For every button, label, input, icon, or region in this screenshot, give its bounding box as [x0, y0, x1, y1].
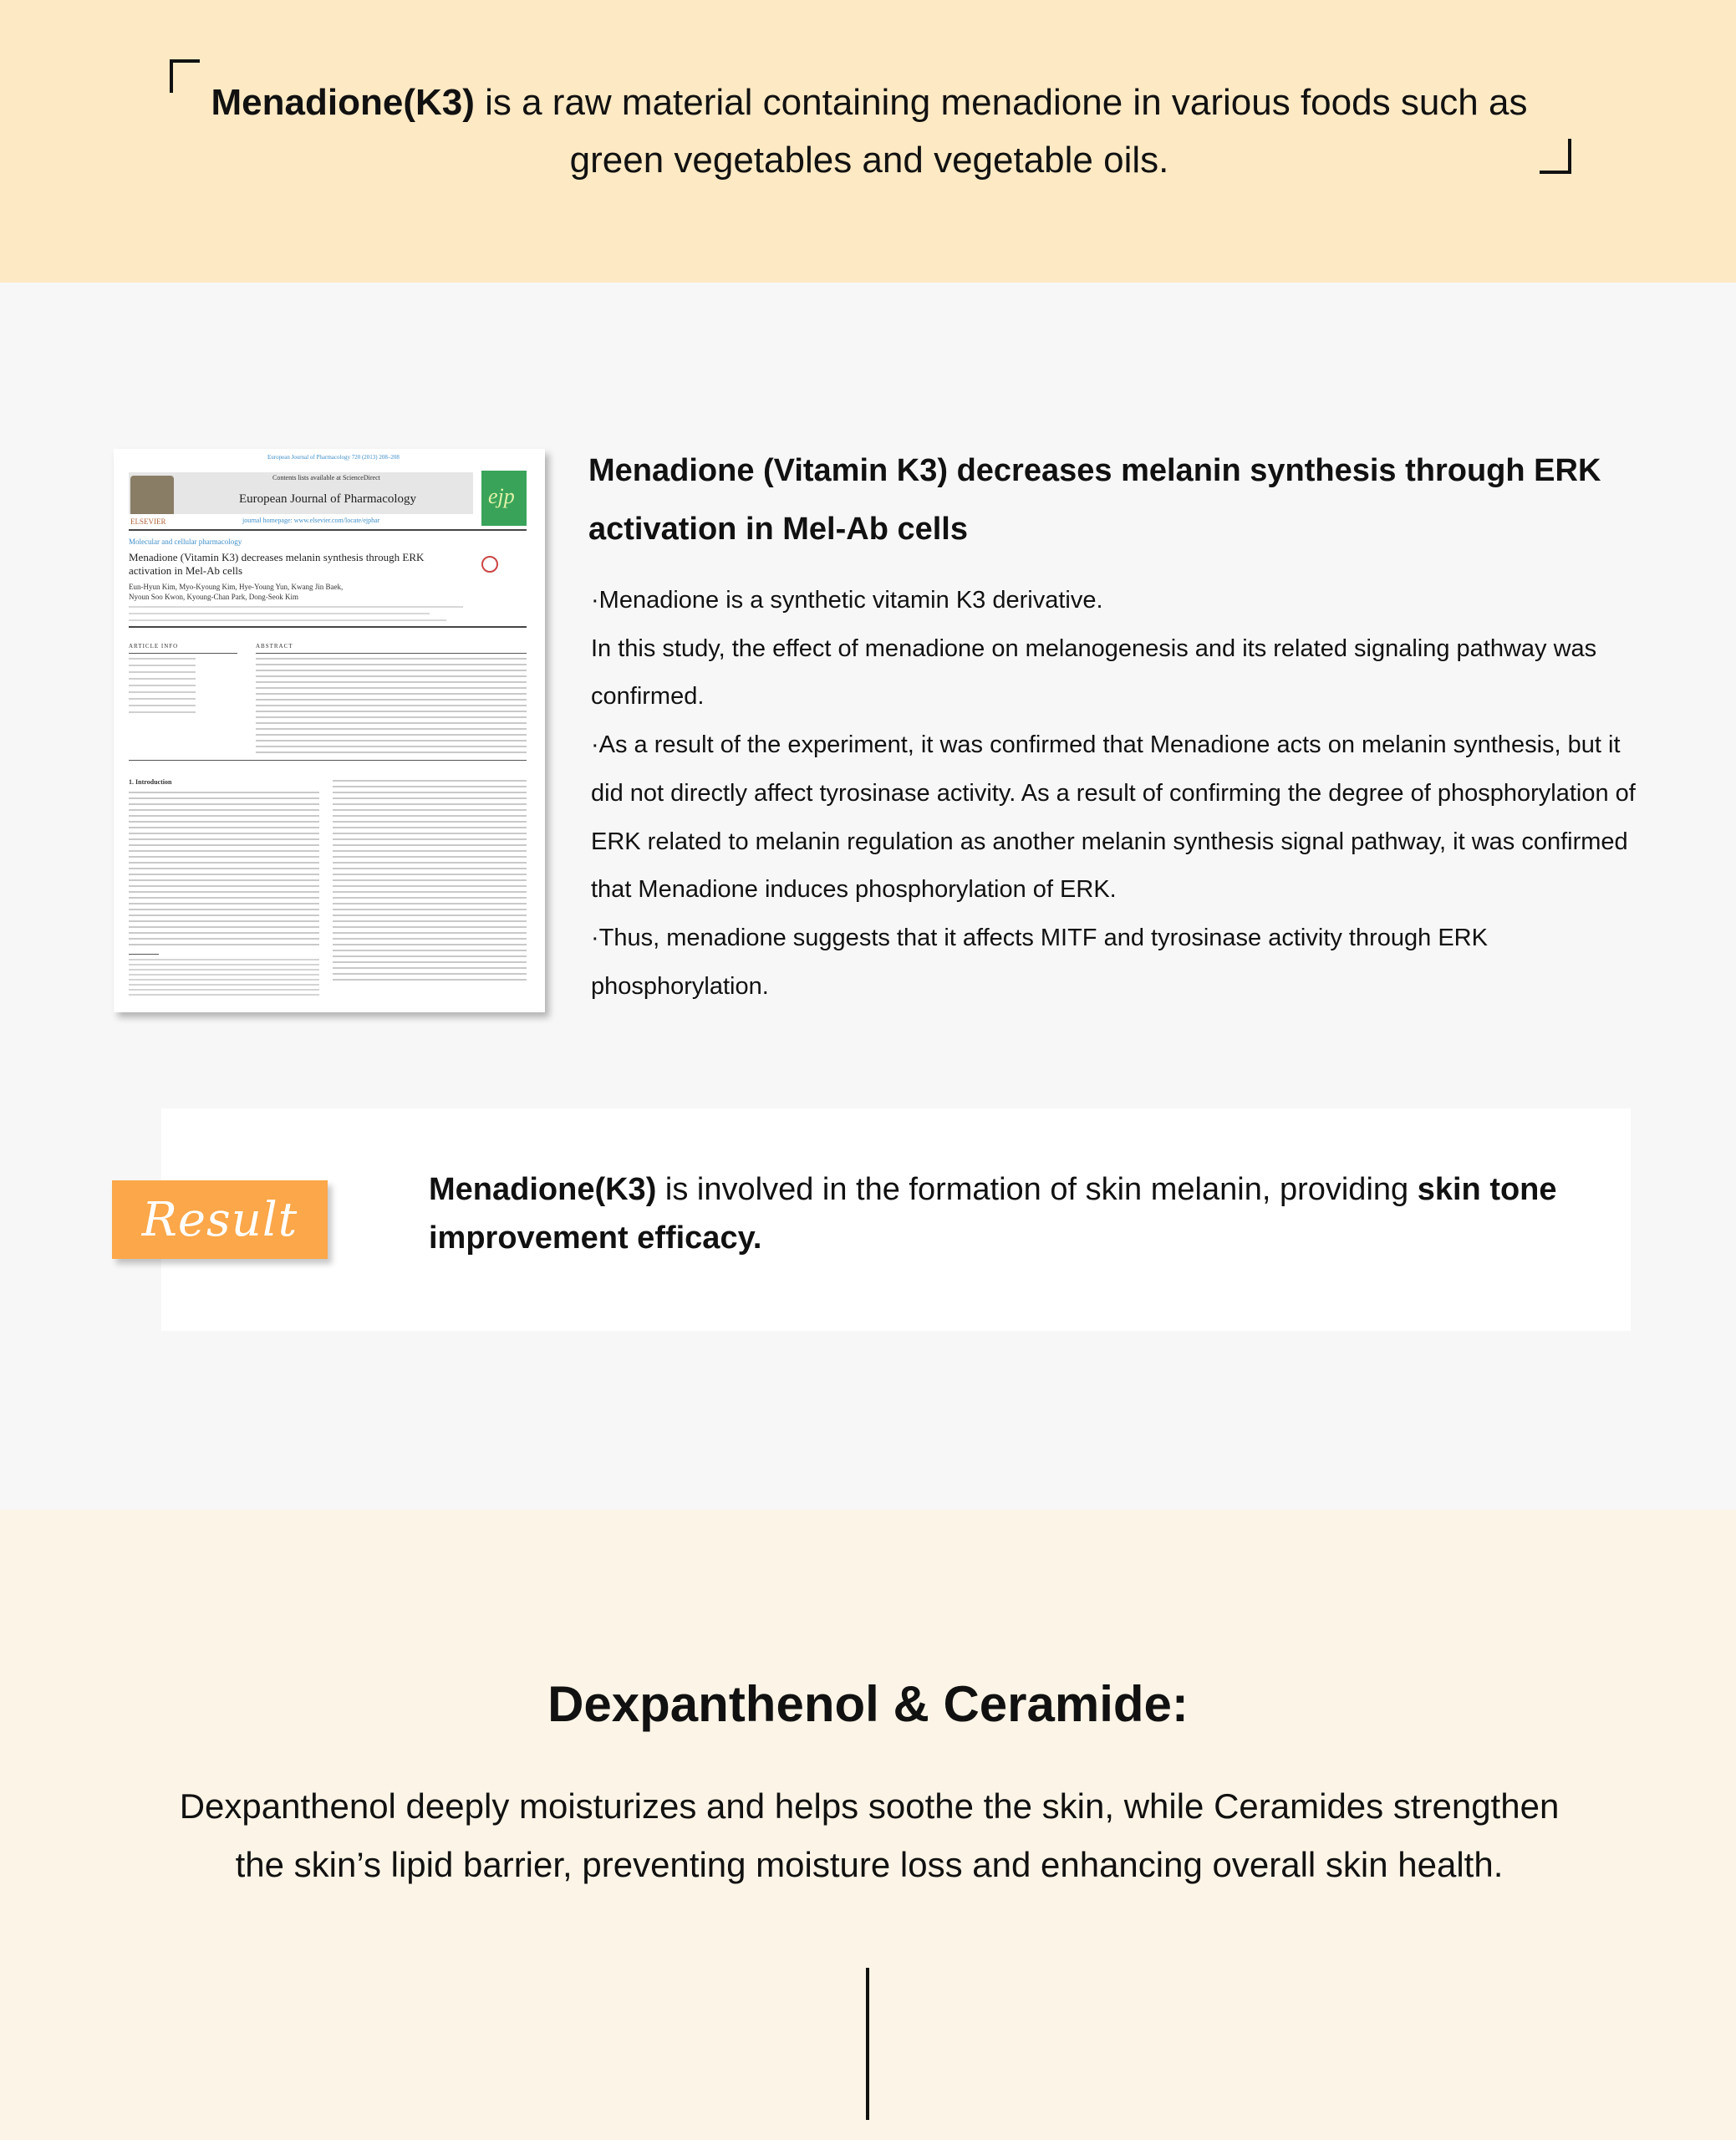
study-point-1: ·Menadione is a synthetic vitamin K3 derivative. — [591, 587, 1103, 614]
paper-footnotes — [129, 959, 319, 999]
result-badge — [112, 1180, 328, 1259]
paper-publisher: ELSEVIER — [130, 517, 166, 526]
paper-rule — [129, 529, 527, 531]
paper-section: Molecular and cellular pharmacology — [129, 538, 242, 546]
paper-abstract-heading: ABSTRACT — [256, 643, 293, 650]
journal-cover-badge: ejp — [481, 471, 527, 526]
paper-title-line1: Menadione (Vitamin K3) decreases melanin synthesis through ERK — [129, 551, 425, 563]
paper-article-info-text — [129, 658, 196, 718]
section-title: Dexpanthenol & Ceramide: — [547, 1676, 1189, 1732]
paper-column-right — [333, 780, 527, 984]
intro-bold: Menadione(K3) — [211, 82, 475, 123]
intro-text-line2: green vegetables and vegetable oils. — [569, 140, 1169, 181]
journal-paper-thumbnail — [114, 449, 545, 1012]
result-middle: is involved in the formation of skin melanin, providing — [656, 1172, 1418, 1207]
elsevier-tree-logo — [130, 476, 174, 514]
section-desc-line2: the skin’s lipid barrier, preventing moisture loss and enhancing overall skin health. — [235, 1845, 1504, 1884]
section-description — [117, 1777, 1621, 1894]
result-bold-benefit: skin tone improvement efficacy. — [429, 1172, 1557, 1256]
crossmark-icon — [481, 556, 498, 573]
result-bold-ingredient: Menadione(K3) — [429, 1172, 657, 1207]
result-text — [429, 1165, 1599, 1262]
intro-statement — [184, 74, 1555, 189]
paper-authors-line2: Nyoun Soo Kwon, Kyoung-Chan Park, Dong-Seok Kim — [129, 593, 298, 601]
paper-column-left — [129, 792, 319, 945]
paper-header-link: European Journal of Pharmacology 720 (2013) 208–208 — [267, 454, 400, 461]
study-point-2: In this study, the effect of menadione on melanogenesis and its related signaling pathway was confirmed. — [591, 634, 1597, 711]
paper-title-line2: activation in Mel-Ab cells — [129, 564, 243, 577]
paper-contents-line: Contents lists available at ScienceDirect — [272, 474, 380, 482]
paper-intro-heading: 1. Introduction — [129, 778, 172, 786]
intro-text: is a raw material containing menadione in various foods such as — [474, 82, 1528, 123]
result-badge-label: Result — [141, 1192, 298, 1247]
paper-article-info: ARTICLE INFO — [129, 643, 179, 650]
paper-abstract-text — [256, 658, 527, 755]
study-summary — [591, 577, 1636, 1011]
section-divider-line — [866, 1968, 869, 2120]
study-title: Menadione (Vitamin K3) decreases melanin synthesis through ERK activation in Mel-Ab cells — [588, 453, 1601, 547]
study-point-3: ·As a result of the experiment, it was confirmed that Menadione acts on melanin synthesis, but it did not directly affect tyrosinase activity. As a result of confirming the degree of phosphorylation of ERK related to melanin regulation as another melanin synthesis signal pathway, it was confirmed that Menadione induces phosphorylation of ERK. — [591, 731, 1636, 904]
paper-authors-line1: Eun-Hyun Kim, Myo-Kyoung Kim, Hye-Young Yun, Kwang Jin Baek, — [129, 583, 344, 591]
section-desc-line1: Dexpanthenol deeply moisturizes and helps soothe the skin, while Ceramides strengthen — [179, 1786, 1560, 1826]
paper-homepage: journal homepage: www.elsevier.com/locate/ejphar — [242, 517, 380, 524]
study-point-4: ·Thus, menadione suggests that it affects MITF and tyrosinase activity through ERK phosphorylation. — [591, 924, 1488, 1000]
paper-journal-name: European Journal of Pharmacology — [239, 492, 417, 506]
